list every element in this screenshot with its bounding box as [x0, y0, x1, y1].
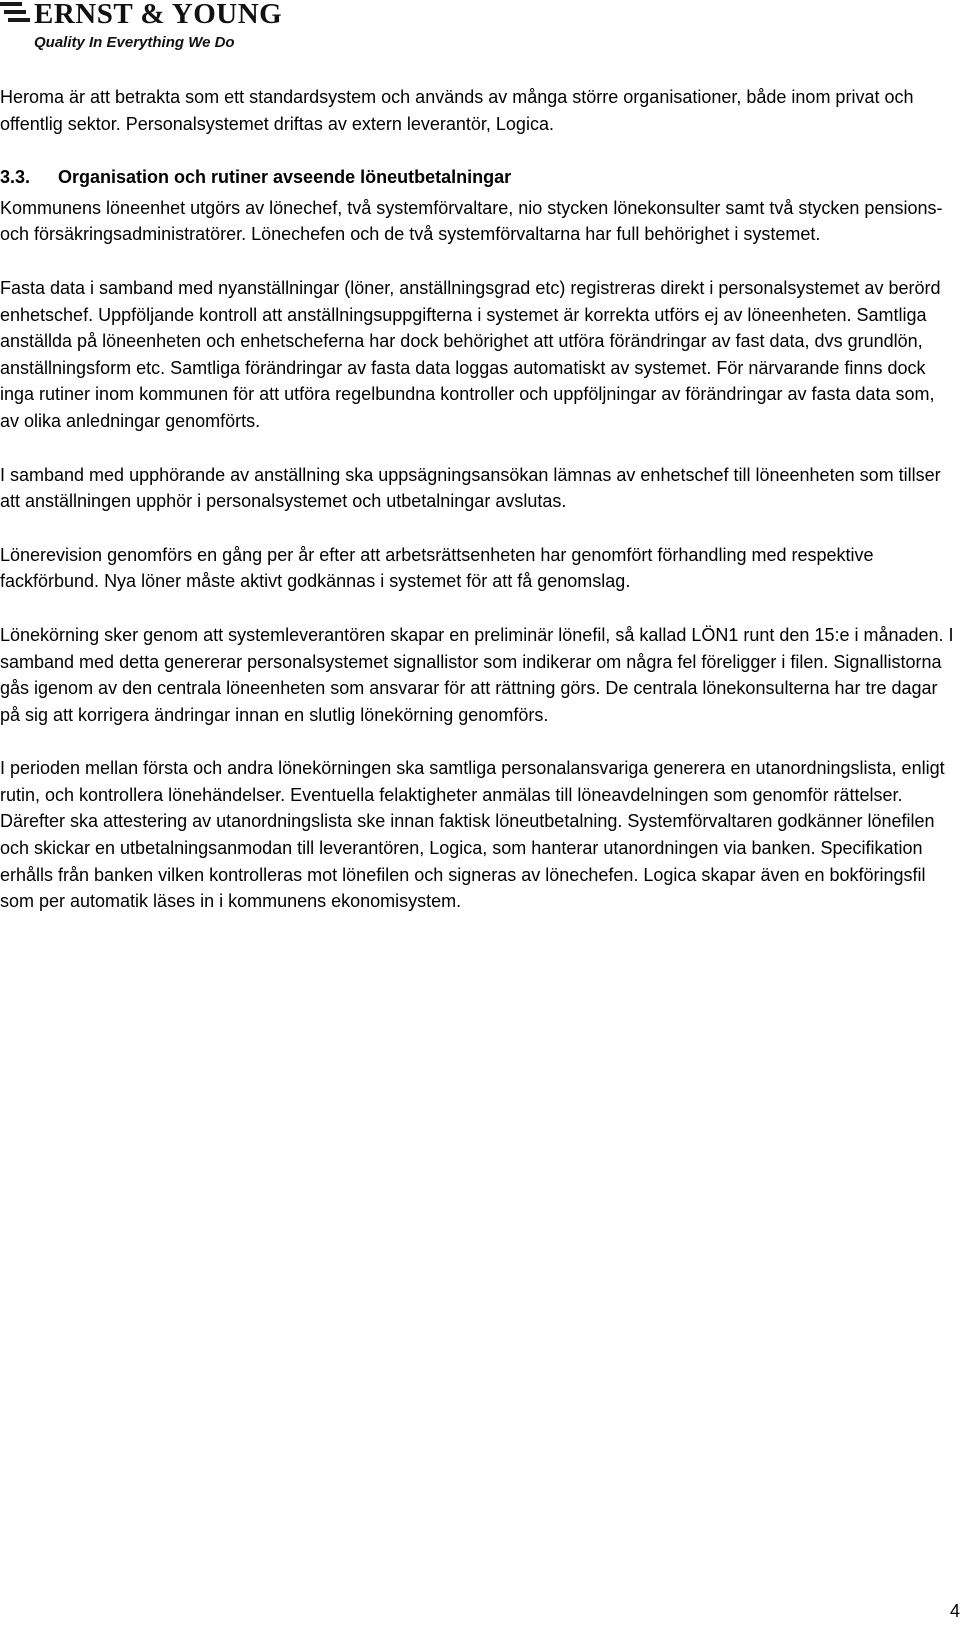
section-title: Organisation och rutiner avseende löneutbetalningar — [58, 167, 512, 188]
paragraph: Fasta data i samband med nyanställningar (löner, anställningsgrad etc) registreras direkt i personalsystemet av berörd enhetschef. Uppföljande kontroll att anställningsuppgifterna i systemet är korrekta utförs ej av löneenheten. Samtliga anställda på löneenheten och enhetscheferna har dock behörighet att utföra förändringar av fast data, dvs grundlön, anställningsform etc. Samtliga förändringar av fasta data loggas automatiskt av systemet. För närvarande finns dock inga rutiner inom kommunen för att utföra regelbundna kontroller och uppföljningar av förändringar av fasta data som, av olika anledningar genomförts. — [0, 277, 941, 431]
page-number: 4 — [949, 1601, 960, 1621]
section-number: 3.3. — [0, 167, 31, 188]
ernst-young-logo — [0, 0, 283, 56]
intro-paragraph: Heroma är att betrakta som ett standardsystem och används av många större organisationer, både inom privat och offentlig sektor. Personalsystemet driftas av extern leverantör, Logica. — [0, 87, 914, 134]
paragraph: Lönekörning sker genom att systemleverantören skapar en preliminär lönefil, så kallad LÖN1 runt den 15:e i månaden. I samband med detta genererar personalsystemet signallistor som indikerar om några fel föreligger i filen. Signallistorna gås igenom av den centrala löneenheten som ansvarar för att rättning görs. De centrala lönekonsulterna har tre dagar på sig att korrigera ändringar innan en slutlig lönekörning genomförs. — [0, 624, 954, 725]
paragraph: Lönerevision genomförs en gång per år efter att arbetsrättsenheten har genomfört förhandling med respektive fackförbund. Nya löner måste aktivt godkännas i systemet för att få genomslag. — [0, 544, 874, 592]
logo-tagline: Quality In Everything We Do — [34, 34, 235, 51]
ey-bars-icon — [0, 2, 30, 26]
paragraph: Kommunens löneenhet utgörs av lönechef, två systemförvaltare, nio stycken lönekonsulter samt två stycken pensions- och försäkringsadministratörer. Lönechefen och de två systemförvaltarna har full behörighet i systemet. — [0, 197, 943, 245]
section-heading — [0, 164, 958, 191]
paragraph: I samband med upphörande av anställning ska uppsägningsansökan lämnas av enhetschef till löneenheten som tillser att anställningen upphör i personalsystemet och utbetalningar avslutas. — [0, 464, 941, 512]
document-body — [0, 84, 958, 942]
logo-name: ERNST & YOUNG — [34, 0, 283, 30]
paragraph: I perioden mellan första och andra lönekörningen ska samtliga personalansvariga generera en utanordningslista, enligt rutin, och kontrollera lönehändelser. Eventuella felaktigheter anmälas till löneavdelningen som genomför rättelser. Därefter ska attestering av utanordningslista ske innan faktisk löneutbetalning. Systemförvaltaren godkänner lönefilen och skickar en utbetalningsanmodan till leverantören, Logica, som hanterar utanordningen via banken. Specifikation erhålls från banken vilken kontrolleras mot lönefilen och signeras av lönechefen. Logica skapar även en bokföringsfil som per automatik läses in i kommunens ekonomisystem. — [0, 758, 945, 912]
